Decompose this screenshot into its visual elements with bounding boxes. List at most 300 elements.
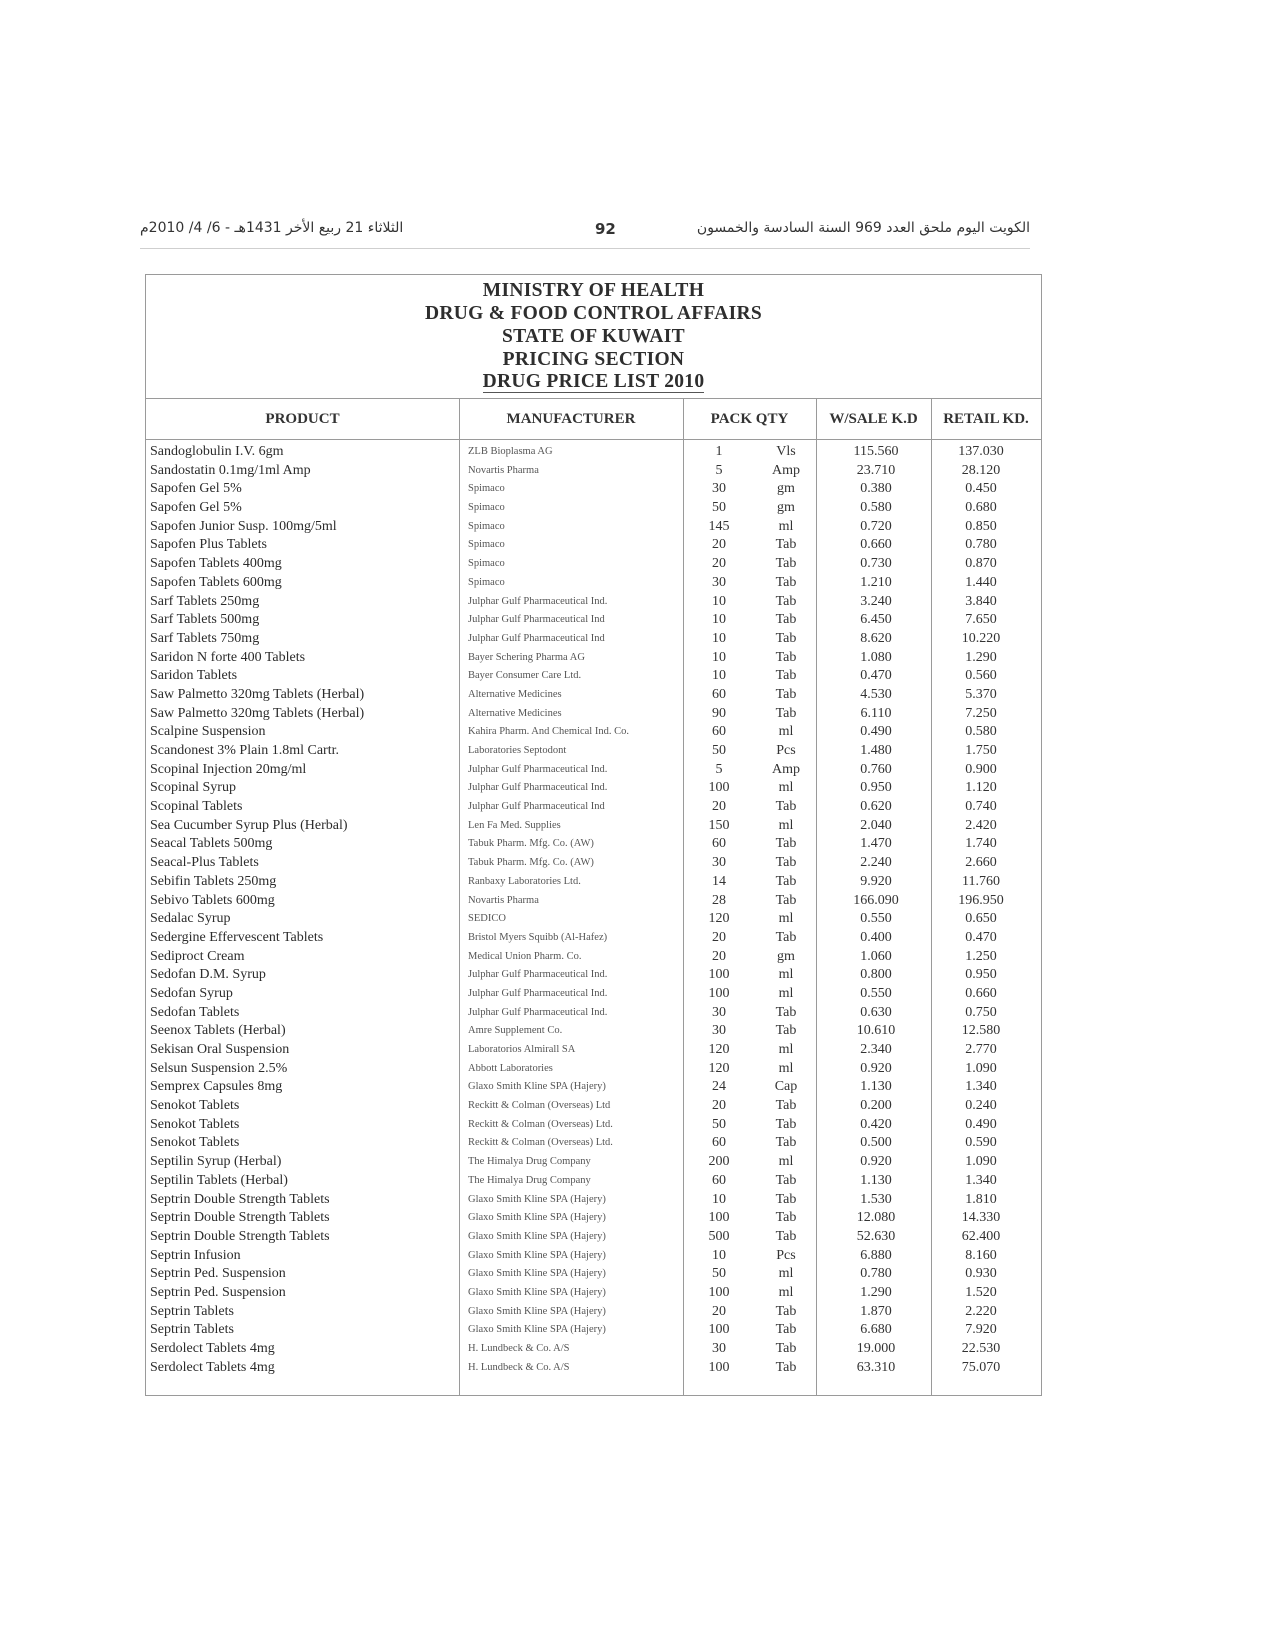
pack-qty-cell: 30 xyxy=(712,1341,726,1356)
retail-price-cell: 0.580 xyxy=(965,724,997,740)
pack-qty-cell: 28 xyxy=(712,892,726,908)
retail-price-cell: 5.370 xyxy=(965,686,997,702)
pack-unit-cell: Tab xyxy=(775,929,797,945)
retail-price-cell: 1.090 xyxy=(965,1060,997,1076)
pack-qty-cell: 20 xyxy=(712,948,726,964)
manufacturer-cell: Spimaco xyxy=(468,520,505,532)
pack-unit-cell: gm xyxy=(777,481,795,497)
page-header xyxy=(140,218,1030,249)
pack-qty-cell: 500 xyxy=(708,1228,730,1244)
retail-price-cell: 0.450 xyxy=(965,481,997,497)
product-cell: Sapofen Tablets 600mg xyxy=(150,574,282,590)
wholesale-price-cell: 12.080 xyxy=(856,1210,896,1226)
pack-qty-cell: 10 xyxy=(712,1191,726,1207)
retail-price-cell: 1.740 xyxy=(965,836,997,852)
table-row xyxy=(146,779,1041,798)
pack-qty-cell: 30 xyxy=(712,574,726,590)
wholesale-price-cell: 1.480 xyxy=(860,743,892,758)
pack-unit-cell: Tab xyxy=(775,1004,797,1020)
manufacturer-cell: Spimaco xyxy=(468,558,505,570)
pack-unit-cell: ml xyxy=(778,967,794,983)
pack-unit-cell: Tab xyxy=(775,668,797,684)
manufacturer-cell: Alternative Medicines xyxy=(468,707,562,719)
wholesale-price-cell: 52.630 xyxy=(856,1228,896,1244)
table-row xyxy=(146,1340,1041,1359)
pack-unit-cell: Amp xyxy=(772,462,800,478)
table-row xyxy=(146,1041,1041,1060)
retail-price-cell: 0.680 xyxy=(965,500,997,516)
table-row xyxy=(146,1321,1041,1340)
manufacturer-cell: Glaxo Smith Kline SPA (Hajery) xyxy=(468,1230,606,1242)
pack-qty-cell: 60 xyxy=(712,1135,726,1151)
table-row xyxy=(146,817,1041,836)
wholesale-price-cell: 2.240 xyxy=(860,855,892,871)
retail-price-cell: 0.780 xyxy=(965,537,997,553)
title-department: DRUG & FOOD CONTROL AFFAIRS xyxy=(424,303,763,324)
pack-qty-cell: 120 xyxy=(708,1060,730,1076)
pack-unit-cell: Tab xyxy=(775,649,797,665)
pack-unit-cell: Vls xyxy=(776,444,796,459)
retail-price-cell: 0.740 xyxy=(965,799,997,815)
pack-qty-cell: 90 xyxy=(712,705,726,721)
retail-price-cell: 2.420 xyxy=(965,817,997,833)
table-row xyxy=(146,667,1041,686)
table-row xyxy=(146,630,1041,649)
manufacturer-cell: Novartis Pharma xyxy=(468,894,539,906)
retail-price-cell: 22.530 xyxy=(961,1341,1001,1356)
wholesale-price-cell: 1.210 xyxy=(860,574,892,590)
retail-price-cell: 0.750 xyxy=(965,1004,997,1020)
product-cell: Sediproct Cream xyxy=(150,948,245,964)
pack-qty-cell: 10 xyxy=(712,1247,726,1263)
pack-qty-cell: 1 xyxy=(715,444,723,459)
manufacturer-cell: Glaxo Smith Kline SPA (Hajery) xyxy=(468,1081,606,1093)
product-cell: Septrin Double Strength Tablets xyxy=(150,1210,330,1226)
pack-unit-cell: ml xyxy=(778,724,794,740)
table-row xyxy=(146,593,1041,612)
manufacturer-cell: Ranbaxy Laboratories Ltd. xyxy=(468,875,581,887)
table-row xyxy=(146,798,1041,817)
retail-price-cell: 0.900 xyxy=(965,761,997,777)
wholesale-price-cell: 2.040 xyxy=(860,817,892,833)
column-header-product: PRODUCT xyxy=(265,411,340,427)
pack-qty-cell: 60 xyxy=(712,724,726,740)
pack-unit-cell: Tab xyxy=(775,873,797,889)
retail-price-cell: 11.760 xyxy=(962,873,1000,889)
product-cell: Senokot Tablets xyxy=(150,1116,240,1132)
title-section: PRICING SECTION xyxy=(502,349,685,370)
pack-qty-cell: 100 xyxy=(708,1359,730,1375)
retail-price-cell: 7.920 xyxy=(965,1322,997,1338)
product-cell: Scopinal Injection 20mg/ml xyxy=(150,761,307,777)
manufacturer-cell: Reckitt & Colman (Overseas) Ltd. xyxy=(468,1118,613,1130)
product-cell: Saw Palmetto 320mg Tablets (Herbal) xyxy=(150,705,365,721)
retail-price-cell: 2.660 xyxy=(965,855,997,871)
pack-unit-cell: Tab xyxy=(775,1172,797,1188)
table-row xyxy=(146,574,1041,593)
pack-unit-cell: Tab xyxy=(775,855,797,871)
manufacturer-cell: SEDICO xyxy=(468,913,506,925)
pack-unit-cell: Tab xyxy=(775,537,797,553)
pack-unit-cell: Tab xyxy=(775,1135,797,1151)
table-row xyxy=(146,1153,1041,1172)
manufacturer-cell: Julphar Gulf Pharmaceutical Ind. xyxy=(468,595,608,607)
product-cell: Saridon Tablets xyxy=(150,668,238,684)
wholesale-price-cell: 19.000 xyxy=(856,1341,896,1356)
product-cell: Septrin Tablets xyxy=(150,1303,234,1319)
manufacturer-cell: Glaxo Smith Kline SPA (Hajery) xyxy=(468,1249,606,1261)
manufacturer-cell: Novartis Pharma xyxy=(468,464,539,476)
manufacturer-cell: Reckitt & Colman (Overseas) Ltd. xyxy=(468,1137,613,1149)
retail-price-cell: 2.220 xyxy=(965,1303,997,1319)
product-cell: Seacal-Plus Tablets xyxy=(150,855,259,871)
manufacturer-cell: Tabuk Pharm. Mfg. Co. (AW) xyxy=(468,857,594,869)
product-cell: Seacal Tablets 500mg xyxy=(150,836,273,852)
table-row xyxy=(146,892,1041,911)
manufacturer-cell: Laboratorios Almirall SA xyxy=(468,1044,576,1055)
wholesale-price-cell: 0.780 xyxy=(860,1266,892,1282)
pack-qty-cell: 30 xyxy=(712,481,726,497)
retail-price-cell: 137.030 xyxy=(958,444,1004,459)
table-row xyxy=(146,1265,1041,1284)
pack-qty-cell: 30 xyxy=(712,1004,726,1020)
retail-price-cell: 0.850 xyxy=(965,518,997,534)
pack-qty-cell: 50 xyxy=(712,1266,726,1282)
pack-unit-cell: Tab xyxy=(775,574,797,590)
table-row xyxy=(146,499,1041,518)
pack-qty-cell: 100 xyxy=(708,967,730,983)
product-cell: Septilin Tablets (Herbal) xyxy=(150,1172,288,1188)
retail-price-cell: 0.930 xyxy=(965,1266,997,1282)
manufacturer-cell: Alternative Medicines xyxy=(468,688,562,700)
product-cell: Sapofen Gel 5% xyxy=(150,481,242,497)
manufacturer-cell: The Himalya Drug Company xyxy=(468,1174,591,1186)
table-row xyxy=(146,1303,1041,1322)
retail-price-cell: 0.470 xyxy=(965,929,997,945)
product-cell: Septrin Infusion xyxy=(150,1247,241,1263)
retail-price-cell: 7.650 xyxy=(965,612,997,628)
table-row xyxy=(146,835,1041,854)
pack-unit-cell: ml xyxy=(778,911,794,927)
product-cell: Sandostatin 0.1mg/1ml Amp xyxy=(150,462,311,478)
product-cell: Septilin Syrup (Herbal) xyxy=(150,1154,282,1170)
pack-qty-cell: 50 xyxy=(712,500,726,516)
manufacturer-cell: Bayer Consumer Care Ltd. xyxy=(468,670,582,682)
retail-price-cell: 0.870 xyxy=(965,556,997,572)
pack-qty-cell: 120 xyxy=(708,1042,730,1057)
manufacturer-cell: Julphar Gulf Pharmaceutical Ind. xyxy=(468,782,608,794)
pack-unit-cell: Tab xyxy=(775,1228,797,1244)
product-cell: Scopinal Syrup xyxy=(150,780,236,796)
pack-qty-cell: 20 xyxy=(712,1303,726,1319)
pack-qty-cell: 20 xyxy=(712,929,726,945)
manufacturer-cell: Spimaco xyxy=(468,502,505,514)
wholesale-price-cell: 0.760 xyxy=(860,761,892,777)
product-cell: Serdolect Tablets 4mg xyxy=(150,1359,275,1375)
retail-price-cell: 1.750 xyxy=(965,743,997,758)
table-row xyxy=(146,1060,1041,1079)
pack-unit-cell: gm xyxy=(777,948,795,964)
table-row xyxy=(146,742,1041,761)
manufacturer-cell: Laboratories Septodont xyxy=(468,745,567,756)
product-cell: Serdolect Tablets 4mg xyxy=(150,1341,275,1356)
product-cell: Sebifin Tablets 250mg xyxy=(150,873,277,889)
pack-unit-cell: Tab xyxy=(775,1191,797,1207)
pack-unit-cell: Tab xyxy=(775,686,797,702)
wholesale-price-cell: 6.450 xyxy=(860,612,892,628)
wholesale-price-cell: 1.060 xyxy=(860,948,892,964)
retail-price-cell: 1.340 xyxy=(965,1172,997,1188)
table-row xyxy=(146,462,1041,481)
title-ministry: MINISTRY OF HEALTH xyxy=(482,280,705,301)
manufacturer-cell: Julphar Gulf Pharmaceutical Ind. xyxy=(468,763,608,775)
wholesale-price-cell: 0.720 xyxy=(860,518,892,534)
manufacturer-cell: Glaxo Smith Kline SPA (Hajery) xyxy=(468,1212,606,1224)
table-row xyxy=(146,1247,1041,1266)
product-cell: Sedofan Tablets xyxy=(150,1004,240,1020)
table-row xyxy=(146,761,1041,780)
retail-price-cell: 0.650 xyxy=(965,911,997,927)
wholesale-price-cell: 23.710 xyxy=(856,462,896,478)
pack-qty-cell: 50 xyxy=(712,743,726,758)
pack-unit-cell: Tab xyxy=(775,799,797,815)
manufacturer-cell: Glaxo Smith Kline SPA (Hajery) xyxy=(468,1286,606,1298)
retail-price-cell: 1.250 xyxy=(965,948,997,964)
wholesale-price-cell: 0.420 xyxy=(860,1116,892,1132)
table-row xyxy=(146,518,1041,537)
product-cell: Sedofan Syrup xyxy=(150,985,233,1001)
table-row xyxy=(146,536,1041,555)
wholesale-price-cell: 0.400 xyxy=(860,929,892,945)
wholesale-price-cell: 0.950 xyxy=(860,780,892,796)
manufacturer-cell: Spimaco xyxy=(468,483,505,495)
product-cell: Septrin Ped. Suspension xyxy=(150,1266,286,1282)
table-row xyxy=(146,1172,1041,1191)
column-header-manufacturer: MANUFACTURER xyxy=(506,411,636,427)
product-cell: Sekisan Oral Suspension xyxy=(150,1042,290,1057)
pack-qty-cell: 100 xyxy=(708,780,730,796)
wholesale-price-cell: 2.340 xyxy=(860,1042,892,1057)
wholesale-price-cell: 4.530 xyxy=(860,686,892,702)
wholesale-price-cell: 6.880 xyxy=(860,1247,892,1263)
table-row xyxy=(146,1097,1041,1116)
product-cell: Senokot Tablets xyxy=(150,1098,240,1114)
manufacturer-cell: Glaxo Smith Kline SPA (Hajery) xyxy=(468,1305,606,1317)
wholesale-price-cell: 0.500 xyxy=(860,1135,892,1151)
product-cell: Sarf Tablets 250mg xyxy=(150,593,260,609)
wholesale-price-cell: 63.310 xyxy=(856,1359,896,1375)
pack-unit-cell: Tab xyxy=(775,593,797,609)
pack-qty-cell: 120 xyxy=(708,911,730,927)
pack-qty-cell: 5 xyxy=(715,761,723,777)
product-cell: Scopinal Tablets xyxy=(150,799,243,815)
wholesale-price-cell: 6.110 xyxy=(860,705,892,721)
pack-unit-cell: ml xyxy=(778,518,794,534)
wholesale-price-cell: 9.920 xyxy=(860,873,892,889)
manufacturer-cell: Medical Union Pharm. Co. xyxy=(468,950,582,962)
table-row xyxy=(146,1022,1041,1041)
wholesale-price-cell: 1.130 xyxy=(860,1079,892,1095)
pack-unit-cell: Pcs xyxy=(776,743,796,758)
retail-price-cell: 0.590 xyxy=(965,1135,997,1151)
pack-unit-cell: Tab xyxy=(775,1210,797,1226)
wholesale-price-cell: 8.620 xyxy=(860,630,892,646)
retail-price-cell: 62.400 xyxy=(961,1228,1001,1244)
wholesale-price-cell: 166.090 xyxy=(853,892,899,908)
table-row xyxy=(146,1209,1041,1228)
pack-qty-cell: 200 xyxy=(708,1154,730,1170)
retail-price-cell: 0.490 xyxy=(965,1116,997,1132)
column-header-wsale: W/SALE K.D xyxy=(829,411,918,427)
product-cell: Sapofen Tablets 400mg xyxy=(150,556,282,572)
manufacturer-cell: Abbott Laboratories xyxy=(468,1062,553,1074)
wholesale-price-cell: 0.550 xyxy=(860,985,892,1001)
manufacturer-cell: ZLB Bioplasma AG xyxy=(468,446,553,457)
pack-unit-cell: gm xyxy=(777,500,795,516)
pack-qty-cell: 100 xyxy=(708,1322,730,1338)
product-cell: Senokot Tablets xyxy=(150,1135,240,1151)
manufacturer-cell: Spimaco xyxy=(468,576,505,588)
table-row xyxy=(146,1078,1041,1097)
column-header-pack-qty: PACK QTY xyxy=(710,411,789,427)
pack-unit-cell: Tab xyxy=(775,1359,797,1375)
pack-qty-cell: 5 xyxy=(715,462,723,478)
pack-qty-cell: 14 xyxy=(712,873,726,889)
pack-unit-cell: Tab xyxy=(775,1303,797,1319)
retail-price-cell: 0.950 xyxy=(965,967,997,983)
wholesale-price-cell: 0.620 xyxy=(860,799,892,815)
product-cell: Scalpine Suspension xyxy=(150,724,266,740)
product-cell: Sea Cucumber Syrup Plus (Herbal) xyxy=(150,817,348,833)
manufacturer-cell: Glaxo Smith Kline SPA (Hajery) xyxy=(468,1324,606,1336)
table-row xyxy=(146,705,1041,724)
manufacturer-cell: Glaxo Smith Kline SPA (Hajery) xyxy=(468,1193,606,1205)
table-row xyxy=(146,723,1041,742)
product-cell: Septrin Double Strength Tablets xyxy=(150,1191,330,1207)
retail-price-cell: 1.340 xyxy=(965,1079,997,1095)
product-cell: Semprex Capsules 8mg xyxy=(150,1079,283,1095)
pack-unit-cell: Tab xyxy=(775,630,797,646)
pack-qty-cell: 10 xyxy=(712,668,726,684)
pack-unit-cell: ml xyxy=(778,1284,794,1300)
manufacturer-cell: Julphar Gulf Pharmaceutical Ind. xyxy=(468,969,608,981)
product-cell: Saridon N forte 400 Tablets xyxy=(150,649,306,665)
pack-unit-cell: ml xyxy=(778,1266,794,1282)
retail-price-cell: 1.810 xyxy=(965,1191,997,1207)
manufacturer-cell: Bristol Myers Squibb (Al-Hafez) xyxy=(468,931,608,943)
pack-qty-cell: 100 xyxy=(708,985,730,1001)
retail-price-cell: 1.440 xyxy=(965,574,997,590)
manufacturer-cell: Tabuk Pharm. Mfg. Co. (AW) xyxy=(468,838,594,850)
title-state: STATE OF KUWAIT xyxy=(502,326,685,347)
title-list: DRUG PRICE LIST 2010 xyxy=(482,371,705,392)
retail-price-cell: 10.220 xyxy=(961,630,1001,646)
table-row xyxy=(146,948,1041,967)
wholesale-price-cell: 1.130 xyxy=(860,1172,892,1188)
table-row xyxy=(146,1116,1041,1135)
table-row xyxy=(146,1191,1041,1210)
pack-qty-cell: 10 xyxy=(712,649,726,665)
pack-unit-cell: Tab xyxy=(775,1098,797,1114)
table-row xyxy=(146,854,1041,873)
table-row xyxy=(146,966,1041,985)
retail-price-cell: 7.250 xyxy=(965,705,997,721)
manufacturer-cell: Spimaco xyxy=(468,539,505,551)
retail-price-cell: 196.950 xyxy=(958,892,1004,908)
wholesale-price-cell: 0.550 xyxy=(860,911,892,927)
pack-unit-cell: Tab xyxy=(775,1322,797,1338)
drug-price-table xyxy=(145,274,1042,1396)
retail-price-cell: 0.560 xyxy=(965,668,997,684)
product-cell: Sandoglobulin I.V. 6gm xyxy=(150,444,284,459)
retail-price-cell: 3.840 xyxy=(965,593,997,609)
wholesale-price-cell: 1.870 xyxy=(860,1303,892,1319)
table-row xyxy=(146,1228,1041,1247)
wholesale-price-cell: 0.920 xyxy=(860,1154,892,1170)
pack-qty-cell: 145 xyxy=(708,518,730,534)
table-row xyxy=(146,443,1041,462)
table-row xyxy=(146,1284,1041,1303)
wholesale-price-cell: 0.920 xyxy=(860,1060,892,1076)
table-row xyxy=(146,649,1041,668)
pack-unit-cell: Tab xyxy=(775,1023,797,1039)
manufacturer-cell: Bayer Schering Pharma AG xyxy=(468,651,585,663)
pack-qty-cell: 50 xyxy=(712,1116,726,1132)
wholesale-price-cell: 115.560 xyxy=(853,444,899,459)
wholesale-price-cell: 0.490 xyxy=(860,724,892,740)
pack-qty-cell: 24 xyxy=(712,1079,726,1095)
table-row xyxy=(146,1359,1041,1378)
product-cell: Septrin Double Strength Tablets xyxy=(150,1228,330,1244)
wholesale-price-cell: 1.080 xyxy=(860,649,892,665)
retail-price-cell: 1.090 xyxy=(965,1154,997,1170)
column-header-row xyxy=(146,398,1041,440)
wholesale-price-cell: 10.610 xyxy=(856,1023,896,1039)
product-cell: Sebivo Tablets 600mg xyxy=(150,892,275,908)
pack-unit-cell: Tab xyxy=(775,836,797,852)
pack-qty-cell: 20 xyxy=(712,1098,726,1114)
manufacturer-cell: Kahira Pharm. And Chemical Ind. Co. xyxy=(468,726,629,738)
retail-price-cell: 8.160 xyxy=(965,1247,997,1263)
table-row xyxy=(146,910,1041,929)
pack-qty-cell: 30 xyxy=(712,855,726,871)
pack-unit-cell: Cap xyxy=(774,1079,798,1095)
pack-qty-cell: 150 xyxy=(708,817,730,833)
product-cell: Septrin Tablets xyxy=(150,1322,234,1338)
pack-qty-cell: 60 xyxy=(712,686,726,702)
pack-qty-cell: 10 xyxy=(712,612,726,628)
table-row xyxy=(146,480,1041,499)
wholesale-price-cell: 0.660 xyxy=(860,537,892,553)
wholesale-price-cell: 0.580 xyxy=(860,500,892,516)
pack-unit-cell: Tab xyxy=(775,556,797,572)
pack-qty-cell: 20 xyxy=(712,537,726,553)
pack-qty-cell: 20 xyxy=(712,799,726,815)
retail-price-cell: 75.070 xyxy=(961,1359,1001,1375)
product-cell: Sedergine Effervescent Tablets xyxy=(150,929,324,945)
wholesale-price-cell: 1.290 xyxy=(860,1284,892,1300)
retail-price-cell: 14.330 xyxy=(961,1210,1001,1226)
product-cell: Sapofen Plus Tablets xyxy=(150,537,267,553)
retail-price-cell: 1.120 xyxy=(965,780,997,796)
pack-unit-cell: ml xyxy=(778,1042,794,1057)
pack-qty-cell: 20 xyxy=(712,556,726,572)
manufacturer-cell: H. Lundbeck & Co. A/S xyxy=(468,1361,570,1373)
pack-unit-cell: Tab xyxy=(775,892,797,908)
retail-price-cell: 1.520 xyxy=(965,1284,997,1300)
wholesale-price-cell: 0.470 xyxy=(860,668,892,684)
product-cell: Sarf Tablets 750mg xyxy=(150,630,260,646)
